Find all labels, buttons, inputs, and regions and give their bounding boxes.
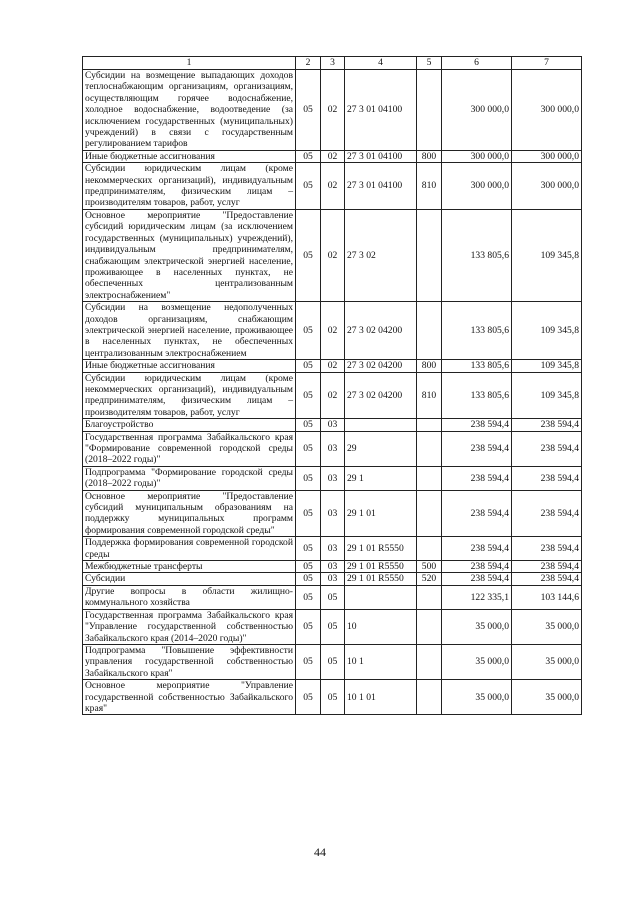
row-name: Субсидии юридическим лицам (кроме некоммерческих организаций), индивидуальным предпринимателям, физическим лицам – производителям товаров, работ, услуг (83, 372, 296, 419)
amount-year-1: 133 805,6 (442, 302, 512, 360)
expense-type-code: 800 (417, 360, 442, 372)
target-article-code: 29 1 01 R5550 (345, 537, 417, 561)
expense-type-code (417, 419, 442, 431)
amount-year-1: 238 594,4 (442, 537, 512, 561)
row-name: Государственная программа Забайкальского края "Управление государственной собственностью Забайкальского края (2014–2020 годы)" (83, 609, 296, 644)
target-article-code: 27 3 02 04200 (345, 360, 417, 372)
column-header: 7 (512, 57, 582, 70)
row-name: Субсидии (83, 573, 296, 585)
subsection-code: 03 (321, 466, 345, 490)
amount-year-2: 109 345,8 (512, 209, 582, 301)
expense-type-code (417, 490, 442, 537)
amount-year-2: 109 345,8 (512, 302, 582, 360)
subsection-code: 02 (321, 360, 345, 372)
section-code: 05 (296, 431, 321, 466)
column-header: 5 (417, 57, 442, 70)
target-article-code: 29 1 01 (345, 490, 417, 537)
table-row (83, 302, 582, 360)
row-name: Другие вопросы в области жилищно-коммунального хозяйства (83, 585, 296, 609)
target-article-code: 27 3 02 04200 (345, 302, 417, 360)
row-name: Подпрограмма "Повышение эффективности управления государственной собственностью Забайкальского края" (83, 644, 296, 679)
table-row (83, 163, 582, 210)
section-code: 05 (296, 302, 321, 360)
section-code: 05 (296, 573, 321, 585)
amount-year-2: 238 594,4 (512, 419, 582, 431)
subsection-code: 02 (321, 302, 345, 360)
table-row (83, 466, 582, 490)
expense-type-code (417, 644, 442, 679)
subsection-code: 02 (321, 150, 345, 162)
section-code: 05 (296, 372, 321, 419)
section-code: 05 (296, 490, 321, 537)
table-row (83, 431, 582, 466)
row-name: Основное мероприятие "Управление государственной собственностью Забайкальского края" (83, 680, 296, 715)
subsection-code: 02 (321, 70, 345, 151)
amount-year-1: 133 805,6 (442, 360, 512, 372)
section-code: 05 (296, 360, 321, 372)
row-name: Субсидии юридическим лицам (кроме некоммерческих организаций), индивидуальным предпринимателям, физическим лицам – производителям товаров, работ, услуг (83, 163, 296, 210)
subsection-code: 02 (321, 163, 345, 210)
table-row (83, 419, 582, 431)
table-row (83, 585, 582, 609)
column-header: 4 (345, 57, 417, 70)
section-code: 05 (296, 70, 321, 151)
amount-year-2: 238 594,4 (512, 537, 582, 561)
expense-type-code: 810 (417, 163, 442, 210)
table-row (83, 680, 582, 715)
section-code: 05 (296, 150, 321, 162)
amount-year-1: 35 000,0 (442, 609, 512, 644)
amount-year-2: 35 000,0 (512, 680, 582, 715)
amount-year-2: 238 594,4 (512, 490, 582, 537)
amount-year-1: 133 805,6 (442, 372, 512, 419)
amount-year-2: 35 000,0 (512, 644, 582, 679)
expense-type-code: 810 (417, 372, 442, 419)
section-code: 05 (296, 209, 321, 301)
row-name: Благоустройство (83, 419, 296, 431)
row-name: Государственная программа Забайкальского края "Формирование современной городской среды (2018–2022 годы)" (83, 431, 296, 466)
expense-type-code (417, 585, 442, 609)
target-article-code: 27 3 02 (345, 209, 417, 301)
amount-year-1: 238 594,4 (442, 466, 512, 490)
target-article-code: 29 1 01 R5550 (345, 573, 417, 585)
amount-year-2: 109 345,8 (512, 372, 582, 419)
section-code: 05 (296, 419, 321, 431)
target-article-code: 27 3 01 04100 (345, 70, 417, 151)
amount-year-1: 122 335,1 (442, 585, 512, 609)
amount-year-2: 300 000,0 (512, 70, 582, 151)
table-row (83, 360, 582, 372)
expense-type-code (417, 537, 442, 561)
expense-type-code (417, 209, 442, 301)
expense-type-code (417, 431, 442, 466)
section-code: 05 (296, 537, 321, 561)
subsection-code: 05 (321, 680, 345, 715)
amount-year-1: 300 000,0 (442, 163, 512, 210)
table-row (83, 209, 582, 301)
amount-year-2: 238 594,4 (512, 431, 582, 466)
amount-year-1: 238 594,4 (442, 431, 512, 466)
amount-year-2: 238 594,4 (512, 573, 582, 585)
target-article-code: 27 3 02 04200 (345, 372, 417, 419)
amount-year-2: 35 000,0 (512, 609, 582, 644)
row-name: Иные бюджетные ассигнования (83, 150, 296, 162)
row-name: Поддержка формирования современной городской среды (83, 537, 296, 561)
expense-type-code (417, 609, 442, 644)
expense-type-code: 800 (417, 150, 442, 162)
table-row (83, 372, 582, 419)
amount-year-1: 35 000,0 (442, 644, 512, 679)
amount-year-2: 300 000,0 (512, 163, 582, 210)
amount-year-1: 35 000,0 (442, 680, 512, 715)
expense-type-code (417, 70, 442, 151)
subsection-code: 03 (321, 573, 345, 585)
row-name: Иные бюджетные ассигнования (83, 360, 296, 372)
target-article-code: 29 1 (345, 466, 417, 490)
amount-year-1: 300 000,0 (442, 150, 512, 162)
expense-type-code (417, 466, 442, 490)
section-code: 05 (296, 561, 321, 573)
row-name: Подпрограмма "Формирование городской среды (2018–2022 годы)" (83, 466, 296, 490)
target-article-code: 10 1 (345, 644, 417, 679)
target-article-code (345, 585, 417, 609)
section-code: 05 (296, 644, 321, 679)
subsection-code: 02 (321, 209, 345, 301)
subsection-code: 05 (321, 585, 345, 609)
table-body (83, 70, 582, 715)
section-code: 05 (296, 466, 321, 490)
amount-year-2: 238 594,4 (512, 561, 582, 573)
subsection-code: 02 (321, 372, 345, 419)
amount-year-1: 238 594,4 (442, 573, 512, 585)
column-header: 3 (321, 57, 345, 70)
table-row (83, 150, 582, 162)
amount-year-2: 109 345,8 (512, 360, 582, 372)
expense-type-code: 520 (417, 573, 442, 585)
amount-year-2: 238 594,4 (512, 466, 582, 490)
subsection-code: 03 (321, 490, 345, 537)
column-header: 6 (442, 57, 512, 70)
column-header: 1 (83, 57, 296, 70)
table-row (83, 644, 582, 679)
expense-type-code (417, 302, 442, 360)
table-row (83, 561, 582, 573)
target-article-code (345, 419, 417, 431)
subsection-code: 03 (321, 431, 345, 466)
expense-type-code (417, 680, 442, 715)
target-article-code: 10 (345, 609, 417, 644)
page-number: 44 (314, 845, 326, 859)
section-code: 05 (296, 609, 321, 644)
amount-year-1: 133 805,6 (442, 209, 512, 301)
target-article-code: 27 3 01 04100 (345, 163, 417, 210)
target-article-code: 27 3 01 04100 (345, 150, 417, 162)
section-code: 05 (296, 585, 321, 609)
subsection-code: 03 (321, 537, 345, 561)
row-name: Субсидии на возмещение недополученных доходов организациям, снабжающим электрической энергией население, проживающее в населенных пунктах, не обеспеченных централизованным электроснабжением (83, 302, 296, 360)
subsection-code: 05 (321, 644, 345, 679)
table-row (83, 537, 582, 561)
section-code: 05 (296, 163, 321, 210)
target-article-code: 10 1 01 (345, 680, 417, 715)
amount-year-1: 238 594,4 (442, 490, 512, 537)
row-name: Основное мероприятие "Предоставление субсидий юридическим лицам (за исключением государственных (муниципальных) учреждений), индивидуальным предпринимателям, снабжающим электрической энергией население, проживающее в населенных пунктах, не обеспеченных централизованным электроснабжением" (83, 209, 296, 301)
table-row (83, 70, 582, 151)
target-article-code: 29 (345, 431, 417, 466)
row-name: Субсидии на возмещение выпадающих доходов теплоснабжающим организациям, организациям, осуществляющим горячее водоснабжение, холодное водоснабжение, водоотведение (за исключением государственных (муниципальных) учреждений) в связи с государственным регулированием тарифов (83, 70, 296, 151)
column-header: 2 (296, 57, 321, 70)
budget-table (82, 56, 582, 715)
amount-year-2: 103 144,6 (512, 585, 582, 609)
subsection-code: 03 (321, 561, 345, 573)
amount-year-2: 300 000,0 (512, 150, 582, 162)
section-code: 05 (296, 680, 321, 715)
row-name: Межбюджетные трансферты (83, 561, 296, 573)
amount-year-1: 238 594,4 (442, 419, 512, 431)
amount-year-1: 300 000,0 (442, 70, 512, 151)
target-article-code: 29 1 01 R5550 (345, 561, 417, 573)
subsection-code: 03 (321, 419, 345, 431)
row-name: Основное мероприятие "Предоставление субсидий муниципальным образованиям на поддержку муниципальных программ формирования современной городской среды" (83, 490, 296, 537)
amount-year-1: 238 594,4 (442, 561, 512, 573)
expense-type-code: 500 (417, 561, 442, 573)
subsection-code: 05 (321, 609, 345, 644)
header-row (83, 57, 582, 70)
table-row (83, 490, 582, 537)
table-row (83, 573, 582, 585)
table-row (83, 609, 582, 644)
